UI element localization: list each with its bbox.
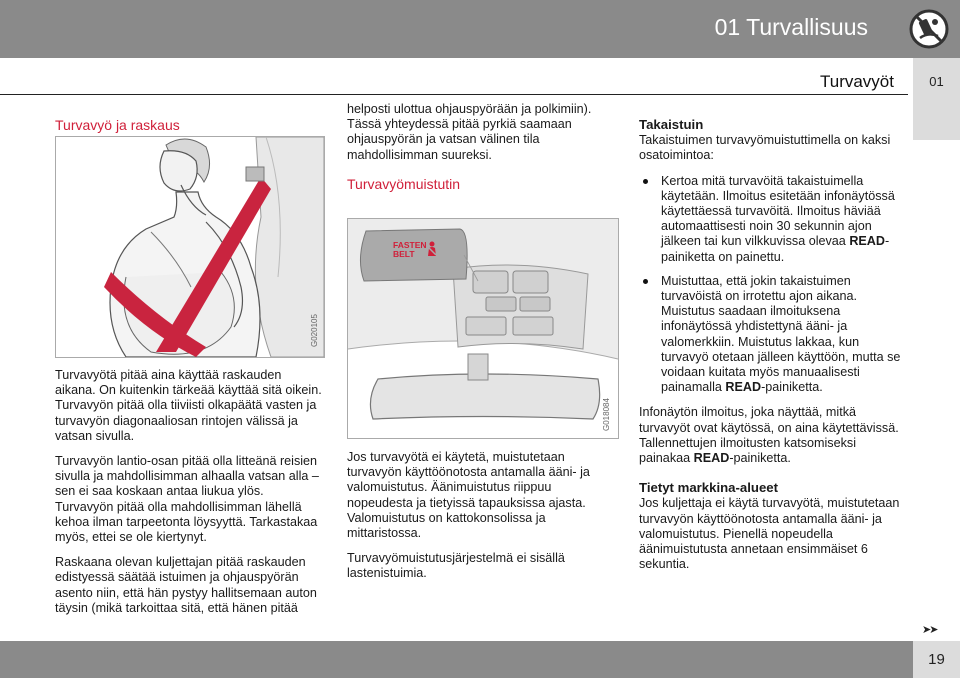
column-2-bottom (347, 450, 617, 592)
pregnancy-seatbelt-illustration (55, 136, 325, 358)
heading-rear-seat: Takaistuin (639, 117, 704, 132)
fasten-belt-label (393, 241, 427, 259)
heading-seatbelt-reminder: Turvavyömuistutin (347, 175, 461, 192)
paragraph: Jos kuljettaja ei käytä turvavyötä, muistutetaan turvavyön käyttöönotosta antamalla ääni- ja valomuistutus. Pienellä nopeudella äänimuistutusta annetaan ensimmäiset 6 sekuntia. (639, 496, 900, 572)
section-title: Turvavyöt (819, 72, 894, 91)
belt-text: BELT (393, 249, 415, 259)
column-1 (55, 368, 323, 626)
paragraph-continued: helposti ulottua ohjauspyörään ja polkimiin). Tässä yhteydessä pitää pyrkiä saamaan ohjauspyörän ja vatsan välinen tila mahdollisimman suureksi. (347, 102, 592, 162)
list-item: Muistuttaa, että jokin takaistuimen turvavöistä on irrotettu ajon aikana. Muistutus saadaan ilmoituksena infonäytössä yhdistettynä ääni- ja valomerkkiin. Muistutus lakkaa, kun turvavyö otetaan jälleen käyttöön, mutta se voidaan kuitata myös manuaalisesti painamalla READ-painiketta. (639, 274, 909, 396)
pregnant-woman-seatbelt-drawing (56, 137, 324, 357)
paragraph: Takaistuimen turvavyömuistuttimella on kaksi osatoimintoa: (639, 133, 891, 163)
seatbelt-warning-icon (425, 241, 439, 257)
continue-arrows-icon: ➤➤ (922, 624, 937, 636)
paragraph: Raskaana olevan kuljettajan pitää raskauden edistyessä säätää istuimen ja ohjauspyörän asento niin, että hän pystyy hallitsemaan auton täysin (mikä tarkoittaa sitä, että hänen pitää (55, 555, 317, 615)
paragraph: Turvavyötä pitää aina käyttää raskauden aikana. On kuitenkin tärkeää käyttää sitä oikein. Turvavyön pitää olla tiiviisti olkapäätä vasten ja turvavyön diagonaaliosan rintojen välissä ja vatsan sivulla. (55, 368, 322, 443)
chapter-title: 01 Turvallisuus (714, 14, 868, 40)
list-item: Kertoa mitä turvavöitä takaistuimella käytetään. Ilmoitus esitetään infonäytössä käytettäessä turvavöitä. Ilmoitus häviää automaattisesti noin 30 sekunnin ajon jälkeen tai kun vilkkuvissa olevaa READ-painiketta on painettu. (639, 174, 909, 265)
chapter-header-band (0, 0, 960, 58)
page-number-tab (913, 641, 960, 678)
paragraph: Infonäytön ilmoitus, joka näyttää, mitkä turvavyöt ovat käytössä, on aina käytettävissä. Tallennettujen ilmoitusten katsomiseksi painakaa READ-painiketta. (639, 405, 899, 466)
rear-seat-function-list (639, 174, 909, 396)
column-2-top (347, 102, 617, 192)
roof-console-drawing (348, 219, 618, 438)
seatbelt-reminder-illustration (347, 218, 619, 439)
paragraph: Jos turvavyötä ei käytetä, muistutetaan turvavyön käyttöönotosta antamalla ääni- ja valomuistutus. Äänimuistutus riippuu nopeudesta ja tietyissä tapauksissa ajasta. Valomuistutus on kattokonsolissa ja mittaristossa. (347, 450, 590, 541)
figure-code: G018084 (602, 398, 611, 431)
column-3 (639, 117, 909, 582)
section-header (0, 70, 908, 95)
no-phone-while-driving-icon (908, 8, 950, 50)
figure-code: G020105 (310, 314, 319, 347)
fasten-text: FASTEN (393, 240, 427, 250)
paragraph: Turvavyön lantio-osan pitää olla litteänä reisien sivulla ja mahdollisimman alhaalla vatsan alla – sen ei saa koskaan antaa liukua ylös. Turvavyön pitää olla mahdollisimman lähellä kehoa ilman tarpeetonta löysyyttä. Tarkastakaa myös, ettei se ole kiertynyt. (55, 454, 319, 545)
chapter-tab (913, 58, 960, 140)
page-number: 19 (928, 651, 945, 668)
heading-certain-markets: Tietyt markkina-alueet (639, 480, 779, 496)
footer-band (0, 641, 960, 678)
heading-seatbelt-pregnancy: Turvavyö ja raskaus (55, 117, 180, 133)
chapter-tab-number: 01 (929, 74, 944, 89)
paragraph: Turvavyömuistutusjärjestelmä ei sisällä lastenistuimia. (347, 551, 565, 581)
